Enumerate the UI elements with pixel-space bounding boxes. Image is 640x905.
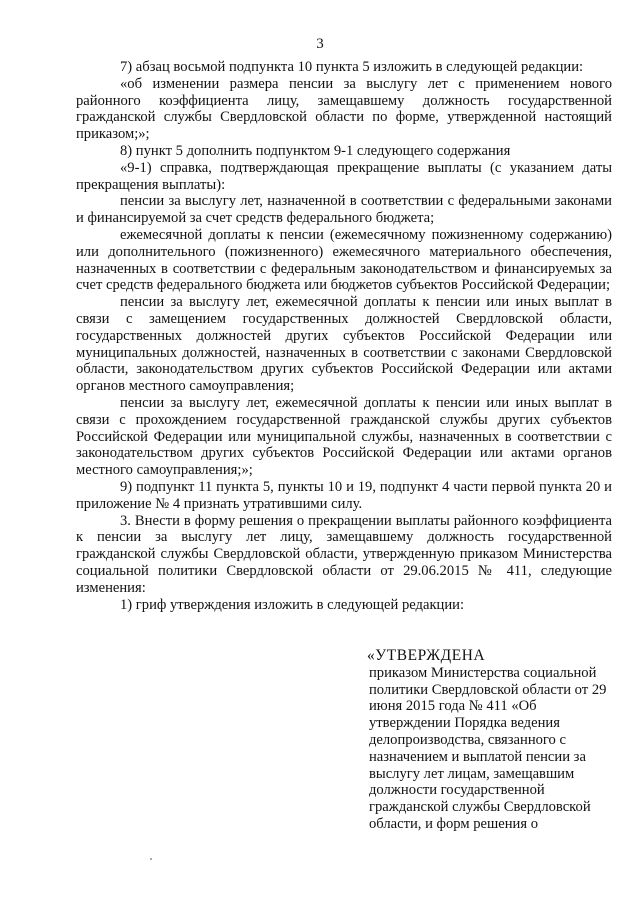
paragraph-subitem-9-1: «9-1) справка, подтверждающая прекращение выплаты (с указанием даты прекращения выплаты): bbox=[76, 159, 612, 193]
paragraph-federal-pension: пенсии за выслугу лет, назначенной в соответствии с федеральными законами и финансируемой за счет средств федерального бюджета; bbox=[76, 193, 612, 227]
document-body bbox=[76, 59, 612, 613]
approval-text: приказом Министерства социальной политики Свердловской области от 29 июня 2015 года № 411 «Об утверждении Порядка ведения делопроизводства, связанного с назначением и выплатой пенсии за выслугу лет лицам, замещавшим должности государственной гражданской службы Свердловской области, и форм решения о bbox=[369, 664, 607, 832]
paragraph-item-8: 8) пункт 5 дополнить подпунктом 9-1 следующего содержания bbox=[120, 142, 511, 159]
approval-stamp-block bbox=[363, 648, 615, 833]
scan-speck bbox=[150, 858, 152, 860]
paragraph-state-positions: пенсии за выслугу лет, ежемесячной доплаты к пенсии или иных выплат в связи с замещением государственных должностей Свердловской области, государственных должностей других субъектов Российской Федерации или муниципальных должностей, назначенных в соответствии с законами Свердловской области, законодательством других субъектов Российской Федерации или актами органов местного самоуправления; bbox=[76, 294, 612, 395]
paragraph-item-9: 9) подпункт 11 пункта 5, пункты 10 и 19, подпункт 4 части первой пункта 20 и приложение № 4 признать утратившими силу. bbox=[76, 478, 612, 512]
paragraph-monthly-supplement: ежемесячной доплаты к пенсии (ежемесячному пожизненному содержанию) или дополнительного (пожизненного) ежемесячного материального обеспечения, назначенных в соответствии с федеральным законодательством и финансируемых за счет средств федерального бюджета или бюджетов субъектов Российской Федерации; bbox=[76, 226, 612, 294]
paragraph-section-3: 3. Внести в форму решения о прекращении выплаты районного коэффициента к пенсии за выслугу лет лицу, замещавшему должность государственной гражданской службы Свердловской области, утвержденную приказом Министерства социальной политики Свердловской области от 29.06.2015 № 411, следующие изменения: bbox=[76, 512, 612, 596]
paragraph-civil-service: пенсии за выслугу лет, ежемесячной доплаты к пенсии или иных выплат в связи с прохождением государственной гражданской службы других субъектов Российской Федерации или муниципальной службы, назначенных в соответствии с законодательством других субъектов Российской Федерации или актами органов местного самоуправления;»; bbox=[76, 394, 612, 479]
paragraph-grif-intro: 1) гриф утверждения изложить в следующей редакции: bbox=[120, 596, 465, 613]
paragraph-quote-item-7: «об изменении размера пенсии за выслугу лет с применением нового районного коэффициента лицу, замещавшему должность государственной гражданской службы Свердловской области по форме, утвержденной настоящий приказом;»; bbox=[76, 75, 612, 143]
paragraph-item-7: 7) абзац восьмой подпункта 10 пункта 5 изложить в следующей редакции: bbox=[120, 59, 584, 75]
page-number: 3 bbox=[316, 36, 324, 52]
approval-title: «УТВЕРЖДЕНА bbox=[367, 647, 486, 664]
